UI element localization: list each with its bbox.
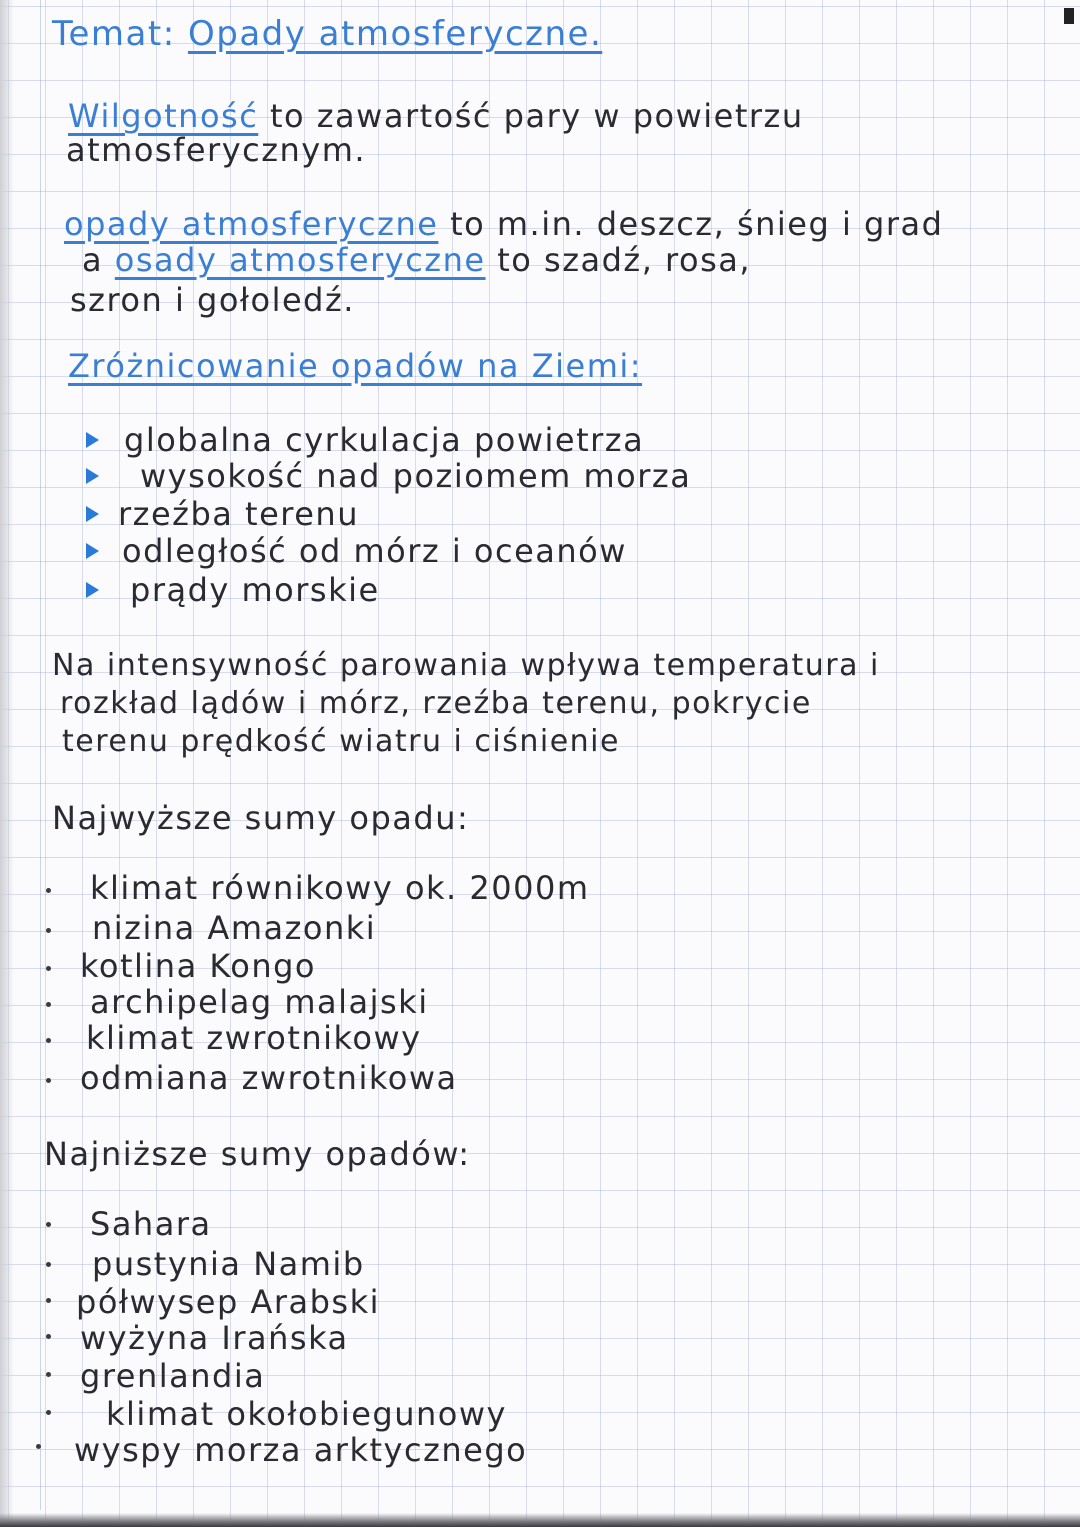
precip-line-1 — [64, 204, 943, 244]
page-corner-mark — [1064, 8, 1074, 24]
page-title — [52, 14, 602, 54]
variation-item: odległość od mórz i oceanów — [122, 532, 627, 570]
bullet-dot-icon — [36, 1444, 41, 1449]
precip-text-1: to m.in. deszcz, śnieg i grad — [450, 205, 944, 243]
lowest-item: pustynia Namib — [92, 1245, 365, 1283]
highest-item: nizina Amazonki — [92, 909, 377, 947]
highest-heading: Najwyższe sumy opadu: — [52, 799, 470, 837]
bullet-dot-icon — [46, 1038, 51, 1043]
precip-text-2: to szadź, rosa, — [497, 241, 752, 279]
variation-item: rzeźba terenu — [118, 495, 359, 533]
lowest-item: klimat okołobiegunowy — [106, 1395, 507, 1433]
arrow-bullet-icon — [86, 582, 99, 598]
evaporation-line-3: terenu prędkość wiatru i ciśnienie — [62, 724, 620, 759]
bullet-dot-icon — [46, 1410, 51, 1415]
lowest-item: wyżyna Irańska — [80, 1319, 349, 1357]
definition-term: Wilgotność — [68, 97, 259, 135]
precip-term-1: opady atmosferyczne — [64, 205, 439, 243]
bullet-dot-icon — [46, 1078, 51, 1083]
evaporation-line-1: Na intensywność parowania wpływa temperatura i — [52, 648, 880, 683]
highest-item: kotlina Kongo — [80, 947, 316, 985]
highest-item: archipelag malajski — [90, 983, 429, 1021]
variation-item: prądy morskie — [130, 571, 380, 609]
lowest-item: wyspy morza arktycznego — [74, 1431, 528, 1469]
lowest-item: grenlandia — [80, 1357, 266, 1395]
variation-heading — [68, 346, 642, 386]
bullet-dot-icon — [46, 928, 51, 933]
lowest-item: półwysep Arabski — [76, 1283, 380, 1321]
precip-line-3: szron i gołoledź. — [70, 281, 355, 319]
bullet-dot-icon — [46, 966, 51, 971]
arrow-bullet-icon — [86, 506, 99, 522]
precip-connector: a — [82, 241, 104, 279]
definition-text: to zawartość pary w powietrzu — [269, 97, 804, 135]
highest-item: odmiana zwrotnikowa — [80, 1059, 458, 1097]
arrow-bullet-icon — [86, 543, 99, 559]
variation-item: globalna cyrkulacja powietrza — [124, 421, 645, 459]
bullet-dot-icon — [46, 1002, 51, 1007]
bullet-dot-icon — [46, 1222, 51, 1227]
evaporation-line-2: rozkład lądów i mórz, rzeźba terenu, pokrycie — [60, 686, 812, 721]
precip-term-2: osady atmosferyczne — [114, 241, 486, 279]
highest-item: klimat równikowy ok. 2000m — [90, 869, 590, 907]
bullet-dot-icon — [46, 888, 51, 893]
precip-line-2 — [82, 240, 751, 280]
arrow-bullet-icon — [86, 432, 99, 448]
lowest-heading: Najniższe sumy opadów: — [44, 1135, 471, 1173]
definition-line-2: atmosferycznym. — [66, 131, 367, 169]
variation-heading-text: Zróżnicowanie opadów na Ziemi: — [68, 347, 643, 385]
bullet-dot-icon — [46, 1262, 51, 1267]
highest-item: klimat zwrotnikowy — [86, 1019, 422, 1057]
bullet-dot-icon — [46, 1298, 51, 1303]
arrow-bullet-icon — [86, 468, 99, 484]
margin-line — [40, 0, 41, 1510]
variation-item: wysokość nad poziomem morza — [140, 457, 692, 495]
title-topic: Opady atmosferyczne. — [187, 14, 603, 54]
lowest-item: Sahara — [90, 1205, 212, 1243]
bullet-dot-icon — [46, 1334, 51, 1339]
title-label: Temat: — [52, 14, 176, 54]
bullet-dot-icon — [46, 1372, 51, 1377]
